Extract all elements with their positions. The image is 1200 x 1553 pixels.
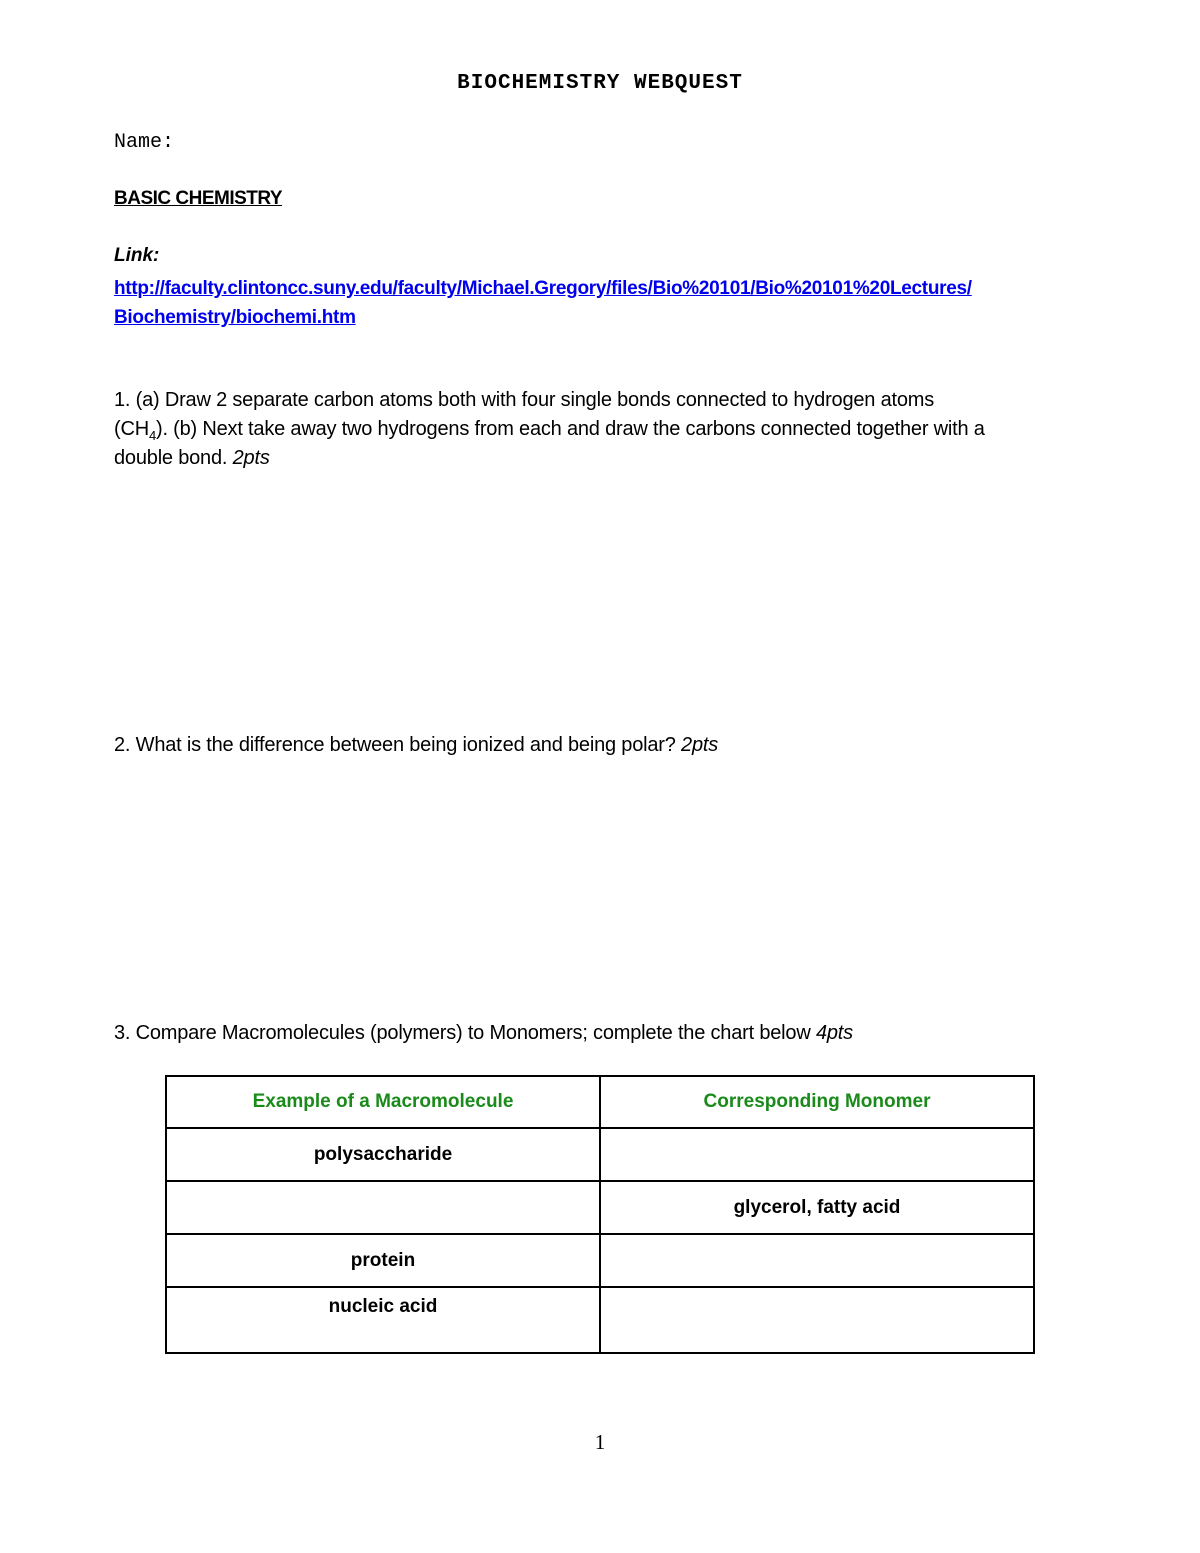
header-macromolecule: Example of a Macromolecule [166, 1076, 600, 1128]
table-header-row [166, 1076, 1034, 1128]
table-cell: glycerol, fatty acid [600, 1181, 1034, 1234]
question-1-line-2-pre: (CH [114, 418, 149, 440]
table-cell: polysaccharide [166, 1128, 600, 1181]
section-heading: BASIC CHEMISTRY [114, 188, 283, 209]
question-2-points: 2pts [681, 734, 719, 756]
question-2-text: 2. What is the difference between being ionized and being polar? [114, 734, 682, 756]
question-1-line-2-post: ). (b) Next take away two hydrogens from each and draw the carbons connected together with a [155, 418, 985, 440]
question-2 [114, 731, 1104, 760]
table-row [166, 1287, 1034, 1353]
macromolecule-monomer-table [165, 1075, 1035, 1354]
question-3-line [114, 1019, 1104, 1048]
header-monomer: Corresponding Monomer [600, 1076, 1034, 1128]
table-cell: protein [166, 1234, 600, 1287]
link-label: Link: [114, 245, 160, 266]
page-number: 1 [594, 1430, 606, 1454]
question-2-line [114, 731, 1104, 760]
question-3-points: 4pts [815, 1022, 853, 1044]
table-row [166, 1181, 1034, 1234]
question-3-text: 3. Compare Macromolecules (polymers) to Monomers; complete the chart below [114, 1022, 816, 1044]
resource-link-line-2[interactable]: Biochemistry/biochemi.htm [114, 307, 356, 328]
question-1-points: 2pts [232, 447, 270, 469]
table-cell-answer[interactable] [166, 1181, 600, 1234]
name-label: Name: [114, 131, 175, 154]
table-cell: nucleic acid [166, 1287, 600, 1353]
question-1-line-1: 1. (a) Draw 2 separate carbon atoms both with four single bonds connected to hydrogen atoms [114, 389, 935, 411]
question-1-line-3-text: double bond. [114, 447, 233, 469]
question-1 [114, 386, 1104, 473]
table-row [166, 1234, 1034, 1287]
resource-link-line-1[interactable]: http://faculty.clintoncc.suny.edu/faculty/Michael.Gregory/files/Bio%20101/Bio%20101%20Lectures/ [114, 278, 972, 299]
resource-link[interactable] [114, 274, 1104, 332]
table-cell-answer[interactable] [600, 1234, 1034, 1287]
subscript-4: 4 [148, 428, 156, 443]
question-1-line-2 [114, 415, 1104, 444]
page-title: BIOCHEMISTRY WEBQUEST [457, 72, 743, 95]
table-cell-answer[interactable] [600, 1128, 1034, 1181]
table-cell-answer[interactable] [600, 1287, 1034, 1353]
question-1-line-3 [114, 444, 1104, 473]
question-3 [114, 1019, 1104, 1048]
table-row [166, 1128, 1034, 1181]
